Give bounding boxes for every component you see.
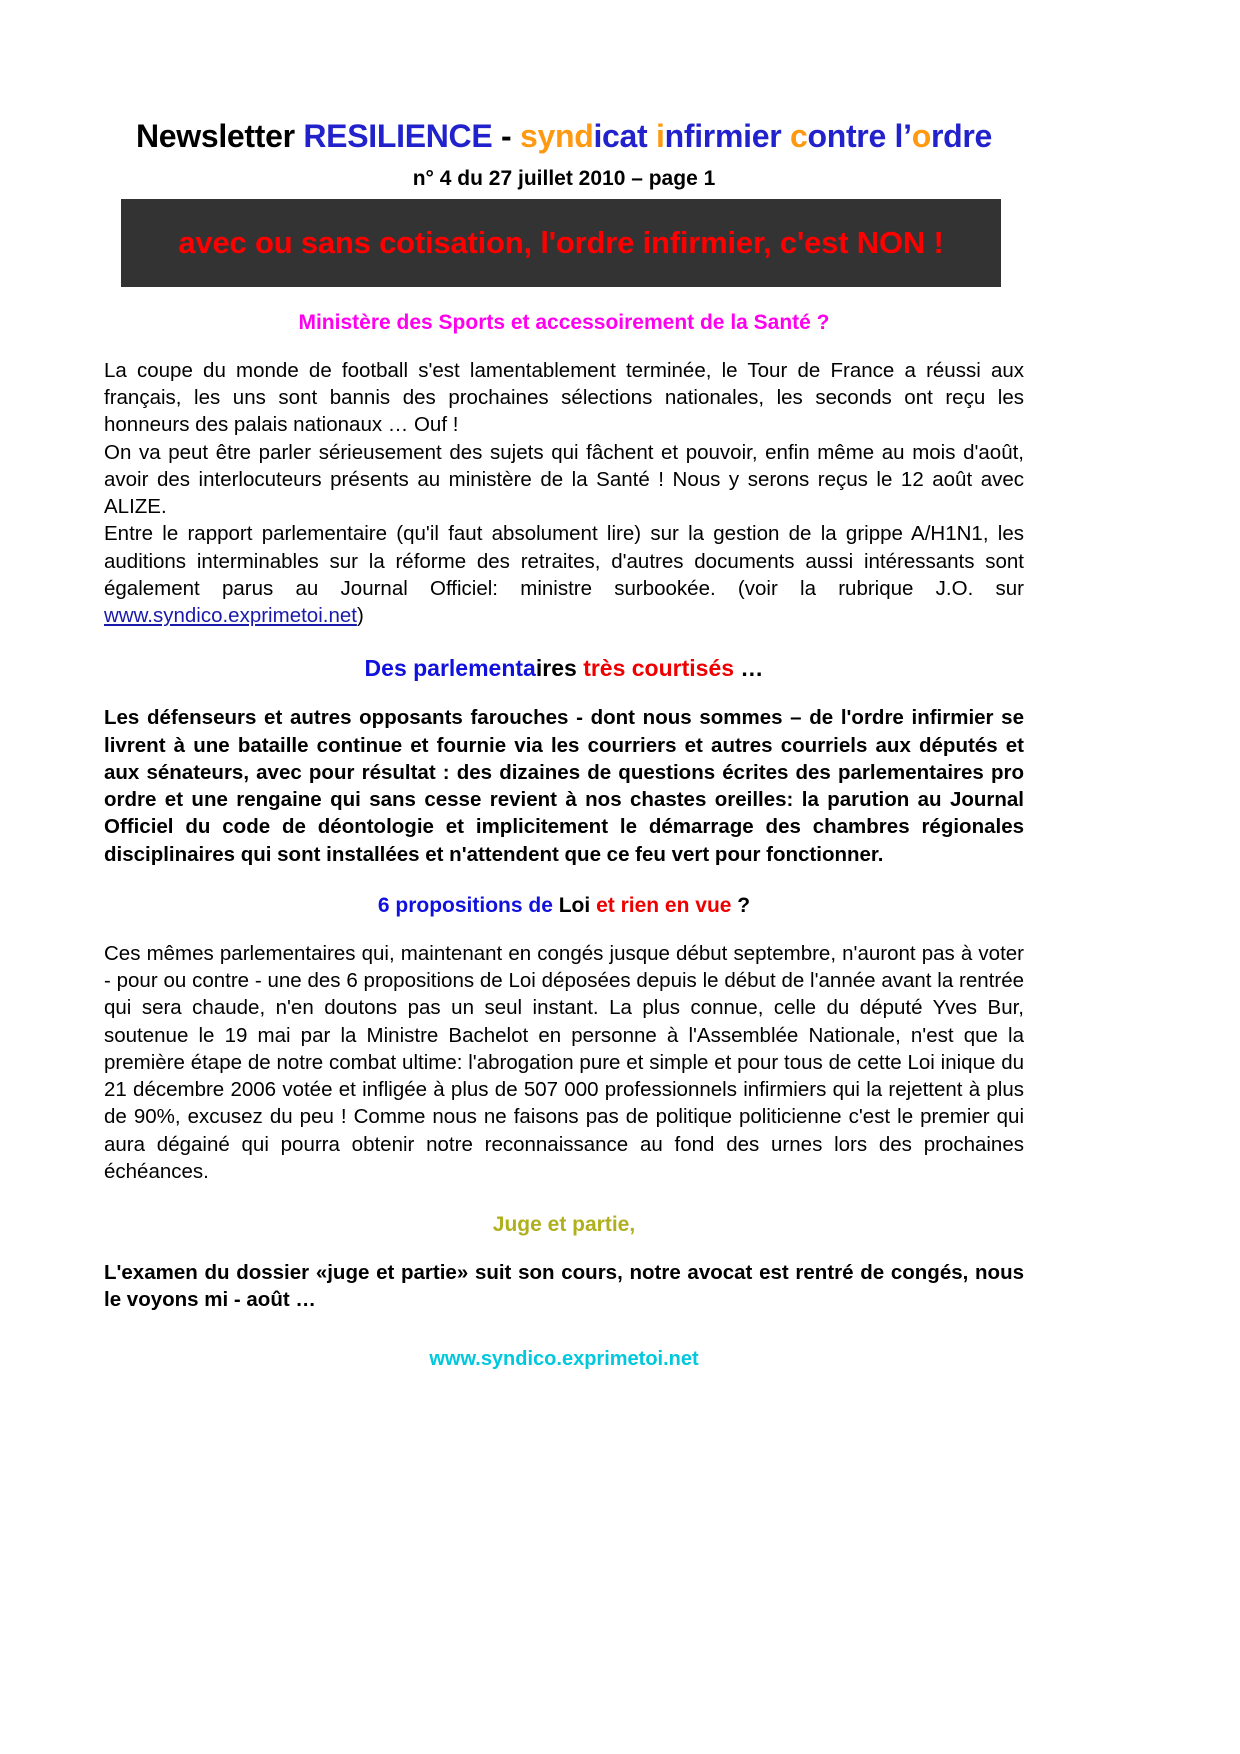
- section-heading-juge-et-partie: Juge et partie,: [492, 1213, 636, 1237]
- section-heading-propositions: [104, 894, 1024, 918]
- heading3-segment-loi: Loi: [558, 893, 597, 917]
- masthead-segment-resilience: RESILIENCE: [303, 118, 493, 154]
- masthead-segment-newsletter: Newsletter: [135, 118, 304, 154]
- paragraph-defenseurs-opposants: Les défenseurs et autres opposants farouches - dont nous sommes – de l'ordre infirmier se livrent à une bataille continue et fournie via les courriers et autres courriels aux députés et aux sénateurs, avec pour résultat : des dizaines de questions écrites des parlementaires pro ordre et une rengaine qui sans cesse revient à nos chastes oreilles: la parution au Journal Officiel du code de déontologie et implicitement le démarrage des chambres régionales disciplinaires qui sont installées et n'attendent que ce feu vert pour fonctionner.: [104, 706, 1024, 866]
- paragraph-memes-parlementaires: Ces mêmes parlementaires qui, maintenant en congés jusque début septembre, n'auront pas à voter - pour ou contre - une des 6 propositions de Loi déposées depuis le début de l'année avant la rentrée qui sera chaude, n'en doutons pas un seul instant. La plus connue, celle du député Yves Bur, soutenue le 19 mai par la Ministre Bachelot en personne à l'Assemblée Nationale, n'est que la première étape de notre combat ultime: l'abrogation pure et simple et pour tous de cette Loi inique du 21 décembre 2006 votée et infligée à plus de 507 000 professionnels infirmiers qui la rejettent à plus de 90%, excusez du peu ! Comme nous ne faisons pas de politique politicienne c'est le premier qui aura dégainé qui pourra obtenir notre reconnaissance au fond des urnes lors des prochaines échéances.: [104, 941, 1024, 1183]
- heading2-segment-ellipsis: …: [734, 655, 764, 682]
- masthead-segment-o: o: [911, 118, 931, 154]
- paragraph-rapport-text-post: ): [356, 604, 364, 628]
- footer-website-link-wrapper: [104, 1348, 1024, 1371]
- paragraph-examen-dossier: L'examen du dossier «juge et partie» suit son cours, notre avocat est rentré de congés, nous le voyons mi - août …: [104, 1261, 1024, 1312]
- paragraph-rapport-parlementaire: [104, 520, 1024, 629]
- footer-website-link[interactable]: www.syndico.exprimetoi.net: [429, 1347, 699, 1370]
- section1-paragraphs: [104, 357, 1024, 630]
- masthead-segment-nfirmier: nfirmier: [664, 118, 790, 154]
- masthead-segment-i: i: [656, 118, 665, 154]
- masthead-segment-c: c: [789, 118, 808, 154]
- section4-paragraphs: [104, 1259, 1024, 1314]
- paragraph-rapport-text-pre: Entre le rapport parlementaire (qu'il faut absolument lire) sur la gestion de la grippe A/H1N1, les auditions interminables sur la réforme des retraites, d'autres documents aussi intéressants sont également parus au Journal Officiel: ministre surbookée. (voir la rubrique J.O. sur: [104, 522, 1024, 600]
- heading2-segment-des-parlementa: Des parlementa: [364, 655, 536, 682]
- section-heading-ministere: Ministère des Sports et accessoirement de la Santé ?: [298, 310, 830, 334]
- paragraph-coupe-du-monde: La coupe du monde de football s'est lamentablement terminée, le Tour de France a réussi aux français, les uns sont bannis des prochaines sélections nationales, les seconds ont reçu les honneurs des palais nationaux … Ouf !: [104, 358, 1024, 437]
- heading3-segment-question-mark: ?: [731, 893, 751, 917]
- section2-paragraphs: [104, 704, 1024, 868]
- paragraph-sujets-qui-fachent: On va peut être parler sérieusement des sujets qui fâchent et pouvoir, enfin même au mois d'août, avoir des interlocuteurs présents au ministère de la Santé ! Nous y serons reçus le 12 août avec ALIZE.: [104, 440, 1024, 519]
- masthead-segment-dash: -: [492, 118, 520, 154]
- section-heading-parlementaires: [104, 655, 1024, 682]
- issue-number-line: n° 4 du 27 juillet 2010 – page 1: [412, 166, 716, 190]
- section3-paragraphs: [104, 940, 1024, 1185]
- slogan-banner-text: avec ou sans cotisation, l'ordre infirmier, c'est NON !: [178, 224, 944, 260]
- masthead-segment-icat: icat: [593, 118, 657, 154]
- masthead-segment-ontre-l: ontre l’: [807, 118, 912, 154]
- heading3-segment-et-rien-en-vue: et rien en vue: [596, 893, 732, 917]
- masthead-segment-synd: synd: [519, 118, 594, 154]
- heading2-segment-tres-courtises: très courtisés: [583, 655, 735, 682]
- newsletter-masthead-title: [104, 118, 1024, 155]
- heading3-segment-6-propositions-de: 6 propositions de: [377, 893, 559, 917]
- document-content: [104, 0, 1024, 1371]
- heading2-segment-ires: ires: [535, 655, 584, 682]
- masthead-segment-rdre: rdre: [930, 118, 993, 154]
- link-syndico-inline[interactable]: www.syndico.exprimetoi.net: [104, 604, 357, 628]
- slogan-banner: [121, 199, 1001, 287]
